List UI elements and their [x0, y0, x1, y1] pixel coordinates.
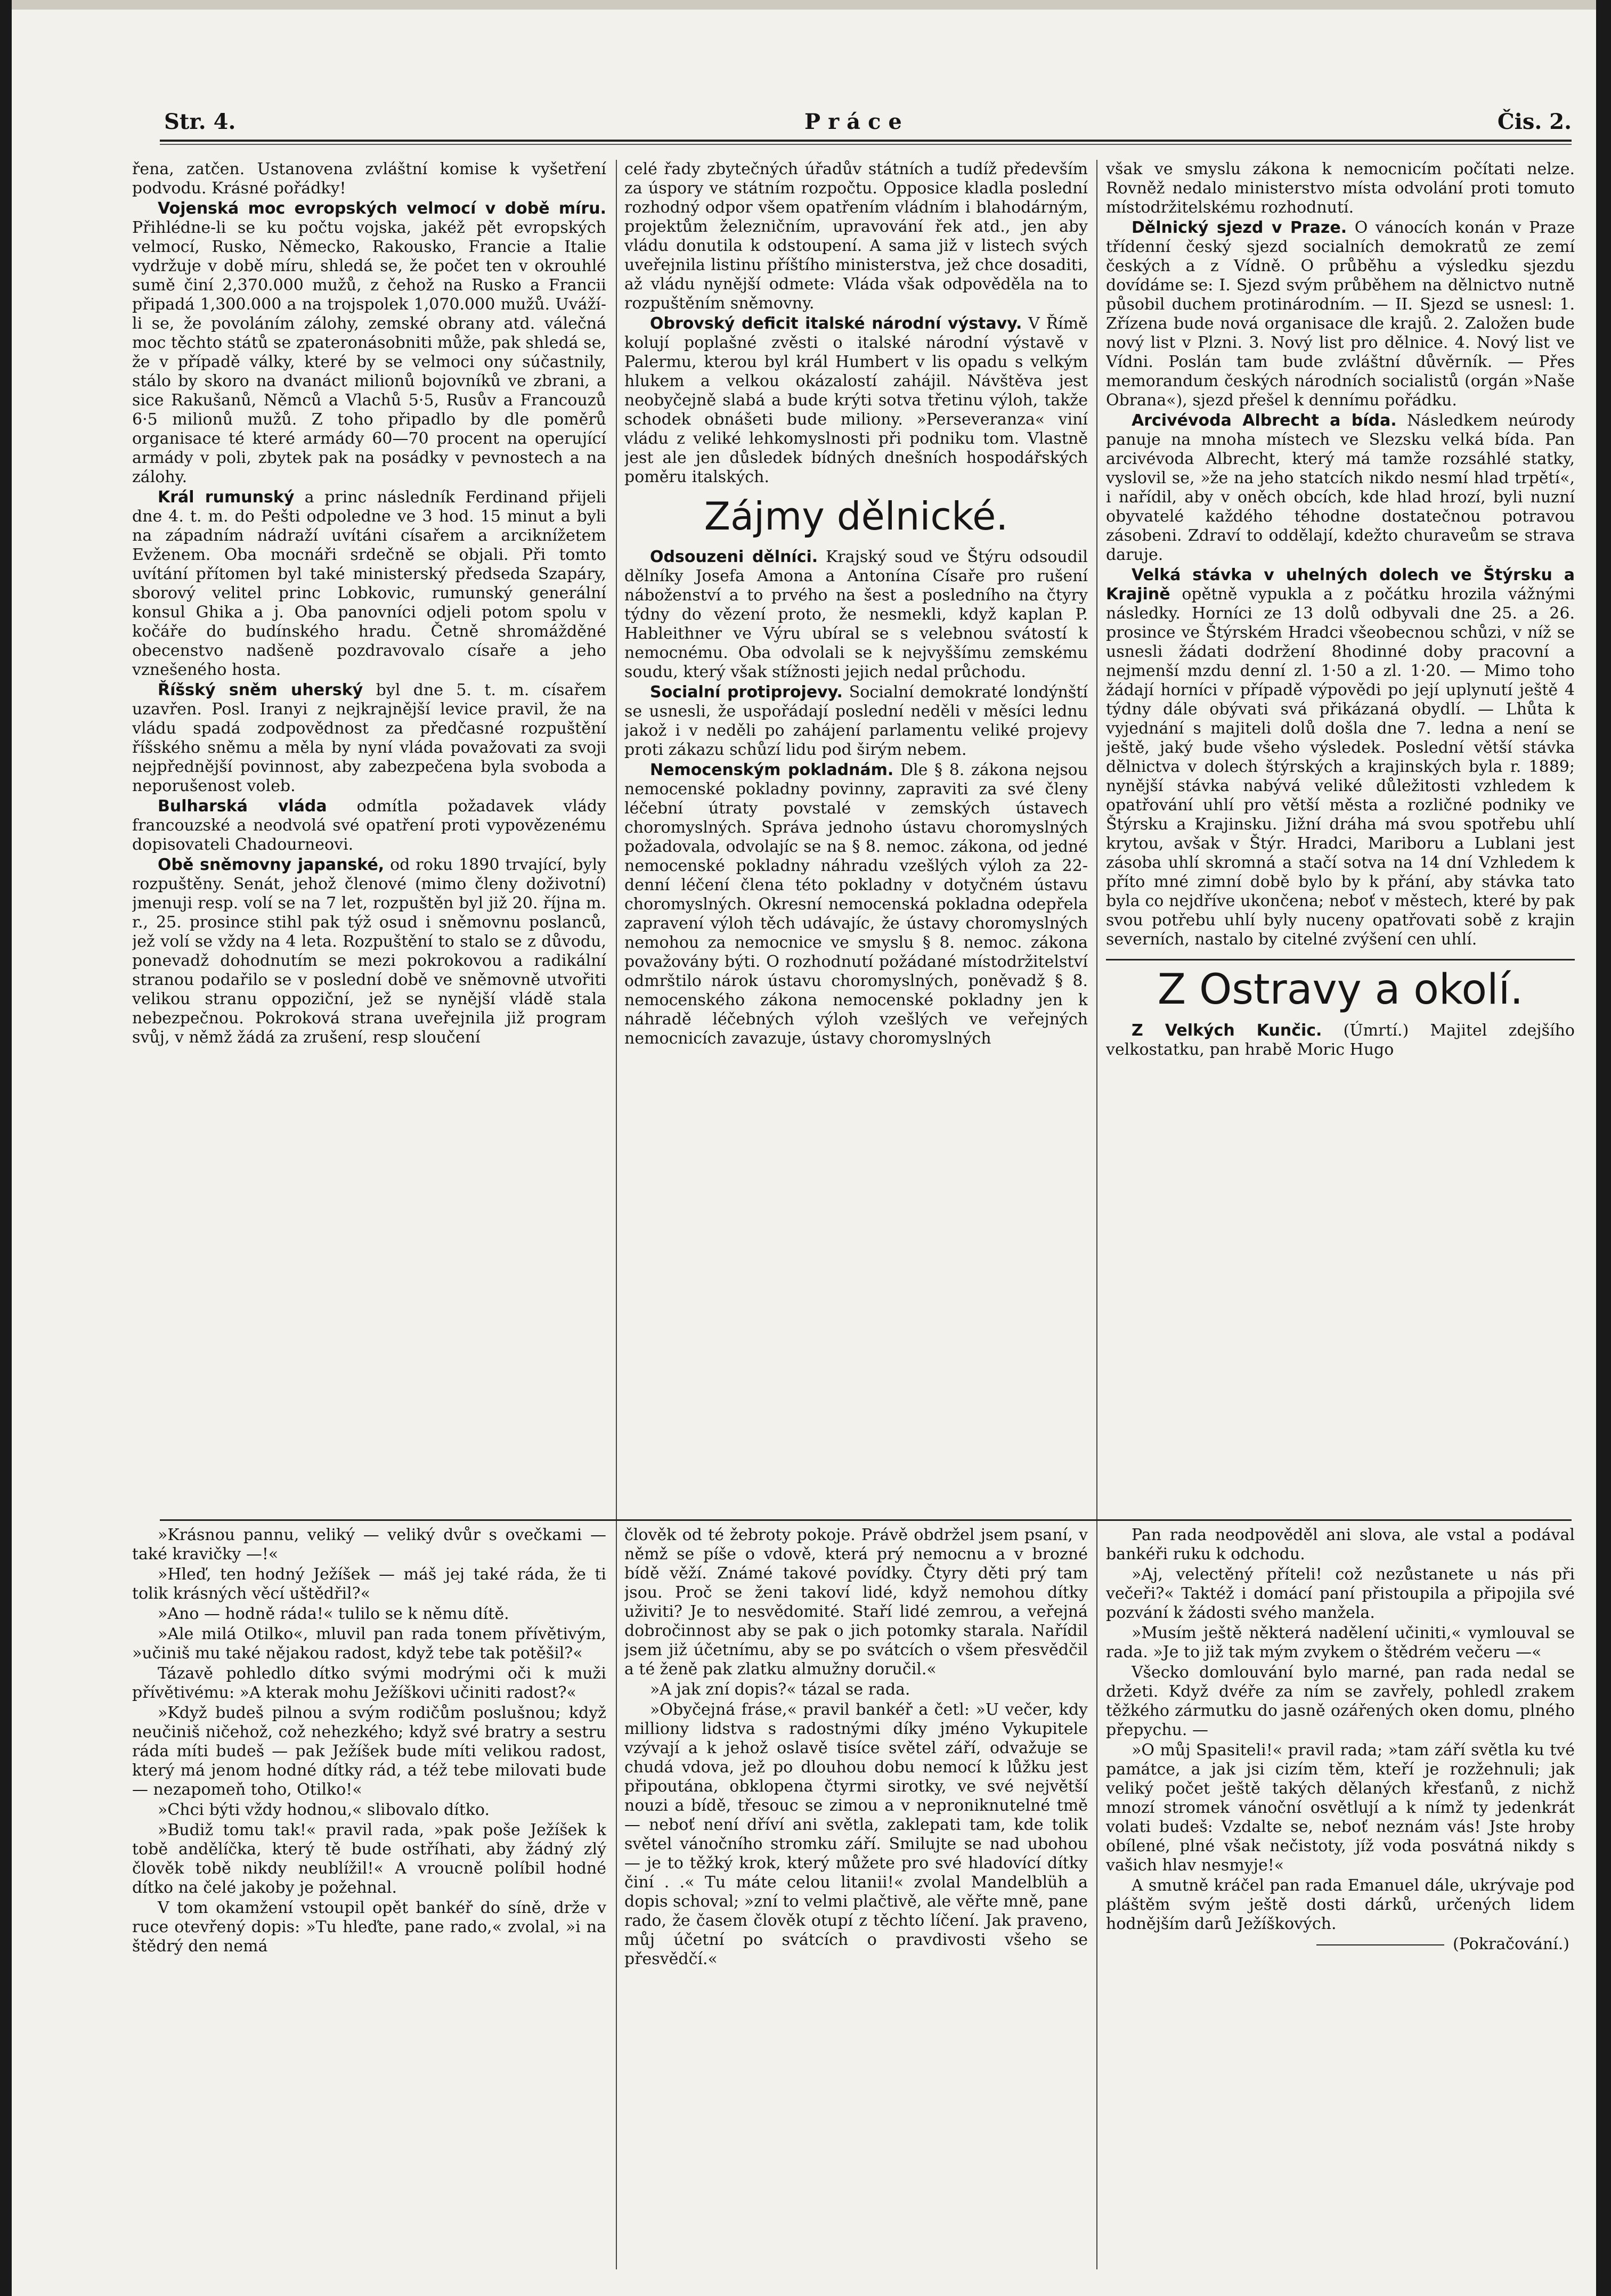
newspaper-title: Práce	[804, 109, 909, 134]
news-paragraph	[1106, 218, 1575, 410]
signature-rule	[1316, 1944, 1444, 1945]
news-headline: Dělnický sjezd v Praze.	[1132, 218, 1347, 237]
section-heading-labor: Zájmy dělnické.	[704, 494, 1008, 539]
news-text: odmítla požadavek vlády francouzské a neodvolá své opatření proti vypovězenému dopisovateli Chadourneovi.	[132, 797, 606, 854]
news-paragraph	[132, 797, 606, 854]
news-paragraph	[132, 856, 606, 1047]
news-text: byl dne 5. t. m. císařem uzavřen. Posl. Iranyi z nejkrajnější levice pravil, že na vládu spadá zodpovědnost za předčasné rozpuštění říšského sněmu a měla by nyní vláda považovati za svoji nejpřednější povinnost, aby zabezpečena byla svoboda a neporušenost voleb.	[132, 681, 606, 795]
story-continuation	[1106, 1935, 1575, 1954]
header-rule-thin	[160, 144, 1572, 145]
scan-top-edge	[0, 0, 1611, 10]
news-headline: Říšský sněm uherský	[158, 681, 363, 699]
story-paragraph: »Aj, velectěný příteli! což nezůstanete u nás při večeři?« Taktéž i domácí paní přistoupila a připojila své pozvání k žádosti svého manžela.	[1106, 1565, 1575, 1622]
labor-articles	[624, 548, 1088, 1048]
story-paragraph: Všecko domlouvání bylo marné, pan rada nedal se držeti. Když dvéře za ním se zavřely, pohledl zrakem těžkého zármutku do jasně ozářených oken domu, plného přepychu. —	[1106, 1663, 1575, 1739]
news-text: od roku 1890 trvající, byly rozpuštěny. Senát, jehož členové (mimo členy doživotní) jmenuji resp. volí se na 7 let, rozpuštěn byl již 20. října m. r., 25. prosince stihl pak týž osud i sněmovnu poslanců, jež volí se vždy na 4 leta. Rozpuštění to stalo se z důvodu, ponevadž dohodnutím se mezi pokrokovou a radikální stranou podařilo se v poslední době ve sněmovně utvořiti velikou stranu oppoziční, jež se nynější vládě stala nebezpečnou. Pokroková strana uveřejnila již program svůj, v němž žádá za zrušení, resp sloučení	[132, 856, 606, 1047]
column-separator	[1096, 160, 1097, 2269]
page-header	[160, 104, 1572, 141]
news-text: Přihlédne-li se ku počtu vojska, jakéž pět evropských velmocí, Rusko, Německo, Rakousko, Francie a Italie vydržuje v době míru, shledá se, že počet ten v okrouhlé sumě činí 2,370.000 mužů, z čehož na Rusko a Francii připadá 1,300.000 a na trojspolek 1,070.000 mužů. Uváží-li se, že povoláním zálohy, zemské obrany atd. válečná moc těchto států se zpateronásobniti může, pak shledá se, že v případě války, které by se velmoci ony súčastnily, stálo by skoro na dvanáct milionů bojovníků ve zbrani, a sice Rakušanů, Němců a Vlachů 5·5, Rusův a Francouzů 6·5 milionů mužů. Z toho připadlo by dle poměrů organisace té které armády 60—70 procent na operující armády v poli, zbytek pak na posádky v pevnostech a na zálohy.	[132, 218, 606, 486]
news-headline: Král rumunský	[158, 488, 295, 507]
story-paragraph: člověk od té žebroty pokoje. Právě obdržel jsem psaní, v němž se píše o vdově, která prý nemocnu a v brozné bídě věží. Známé takové povídky. Čtyry děti prý tam jsou. Proč se ženi takoví lidé, když nemohou dítky uživiti? Je to nesvědomité. Staří lidé zemrou, a veřejná dobročinnost aby se pak o jich potomky starala. Nařídil jsem již účetnímu, aby se po svátcích o všem přesvědčil a té ženě pak zlatku almužny doručil.«	[624, 1526, 1088, 1679]
story-paragraph: »Obyčejná fráse,« pravil bankéř a četl: »U večer, kdy milliony lidstva s radostnými díky jméno Vykupitele vzývají a k jehož oslavě tisíce světel září, odvažuje se chudá vdova, jež po dlouhou dobu nemocí k lůžku jest připoutána, obklopena čtyrmi sirotky, ve své největší nouzi a bídě, třesouc se zimou a v neproniknutelné tmě — neboť není dříví ani světla, zaklepati tam, kde tolik světel vánočního stromku září. Smilujte se nad ubohou — je to těžký krok, který můžete pro své hladovící dítky činí . .« Tu máte celou litanii!« zvolal Mandelblüh a dopis schoval; »zní to velmi plačtivě, ale věřte mně, pane rado, že časem člověk otupí z těchto líčení. Jak praveno, můj účetní po svátcích o pravdivosti všeho se přesvědčí.«	[624, 1700, 1088, 1968]
news-paragraph	[1106, 566, 1575, 949]
news-paragraph	[1106, 411, 1575, 565]
story-column-1	[132, 1526, 606, 2282]
column-2-articles	[624, 160, 1088, 487]
news-paragraph	[132, 488, 606, 680]
story-paragraph: Tázavě pohledlo dítko svými modrými oči k muži přívětivému: »A kterak mohu Ježíškovi učiniti radost?«	[132, 1664, 606, 1702]
column-1-news	[132, 160, 606, 1513]
news-paragraph	[624, 761, 1088, 1048]
header-rule	[160, 140, 1572, 142]
scan-right-edge	[1596, 0, 1611, 2296]
news-headline: Z Velkých Kunčic.	[1132, 1021, 1322, 1040]
news-text: řena, zatčen. Ustanovena zvláštní komise k vyšetření podvodu. Krásné pořádky!	[132, 160, 606, 198]
news-text: opětně vypukla a z počátku hrozila vážnými následky. Horníci ze 13 dolů odbyvali dne 25. a 26. prosince ve Štýrském Hradci všeobecnou schůzi, v níž se usnesli žádati dodržení 8hodinné doby pracovní a nejmenší mzdu denní zl. 1·50 a zl. 1·20. — Mimo toho žádají horníci v případě výpovědi po její uplynutí ještě 4 týdny dále obývati svá přikázaná obydlí. — Lhůta k vyjednání s majiteli dolů došla dne 7. ledna a není se ještě, jaký bude všeho výsledek. Poslední větší stávka dělnictva v dolech štýrských a krajinských byla r. 1889; nynější stávka nabývá veliké důležitosti vzhledem k opatřování uhlí pro větší města a rozličné podniky ve Štýrsku a Krajinsku. Jižní dráha má svou spotřebu uhlí krytou, avšak v Štýr. Hradci, Mariboru a Lublani jest zásoba uhlí skromná a stačí sotva na 14 dní Vzhledem k příto mné zimní době bylo by k přání, aby stávka tato byla co nejdříve ukončena; neboť v městech, které by pak svou potřebu uhlí byly nuceny opatřovati sobě z krajin severních, nastalo by citelné zvýšení cen uhlí.	[1106, 585, 1575, 949]
ostrava-articles	[1106, 1021, 1575, 1060]
story-paragraph: »Chci býti vždy hodnou,« slibovalo dítko.	[158, 1801, 490, 1819]
story-paragraph: »Krásnou pannu, veliký — veliký dvůr s ovečkami — také kravičky —!«	[132, 1526, 606, 1564]
news-text: však ve smyslu zákona k nemocnicím počítati nelze. Rovněž nedalo ministerstvo místa odvolání proti tomuto místodržitelskému rozhodnutí.	[1106, 160, 1575, 217]
news-headline: Socialní protiprojevy.	[650, 683, 843, 702]
news-paragraph	[624, 314, 1088, 487]
story-paragraph: »O můj Spasiteli!« pravil rada; »tam září světla ku tvé památce, a jak jsi cizím těm, kteří je rozžehnuli; jak veliký počet ještě takých dělaných křesťanů, z nichž mnozí stromek vánoční osvětlují a k nímž ty jedenkrát volati budeš: Vzdalte se, neboť neznám vás! Jste hroby obílené, plné však nečistoty, jíž voda posvátná nikdy s vašich hlav nesmyje!«	[1106, 1741, 1575, 1875]
news-headline: Vojenská moc evropských velmocí v době míru.	[158, 199, 606, 218]
story-paragraph: A smutně kráčel pan rada Emanuel dále, ukrývaje pod pláštěm svým ještě dosti dárků, určených lidem hodnějším darů Ježíškových.	[1106, 1876, 1575, 1933]
story-paragraph: »Hleď, ten hodný Ježíšek — máš jej také ráda, že ti tolik krásných věcí uštědřil?«	[132, 1565, 606, 1603]
news-paragraph	[624, 548, 1088, 682]
story-paragraph: »Když budeš pilnou a svým rodičům poslušnou; když neučiniš ničehož, což nehezkého; když své bratry a sestru ráda míti budeš — pak Ježíšek bude míti velikou radost, který má jenom hodné dítky rád, a též tebe milovati bude — nezapomeň toho, Otilko!«	[132, 1704, 606, 1799]
story-paragraph: »Budiž tomu tak!« pravil rada, »pak poše Ježíšek k tobě andělíčka, který tě bude ostříhati, aby žádný zlý člověk tobě nikdy neublížil!« A vroucně políbil hodné dítko na čelé jakoby je požehnal.	[132, 1821, 606, 1897]
story-column-3	[1106, 1526, 1575, 2282]
news-headline: Bulharská vláda	[158, 797, 327, 816]
story-paragraph: »Musím ještě některá nadělení učiniti,« vymlouval se rada. »Je to již tak mým zvykem o štědrém večeru —«	[1106, 1624, 1575, 1662]
story-paragraph: »Ale milá Otilko«, mluvil pan rada tonem přívětivým, »učiniš mu také nějakou radost, když tebe tak potěšil?«	[132, 1625, 606, 1663]
section-rule	[1106, 959, 1575, 960]
news-paragraph	[1106, 1021, 1575, 1060]
page-number: Str. 4.	[164, 109, 236, 134]
column-3-articles	[1106, 160, 1575, 949]
story-paragraph: »Ano — hodně ráda!« tulilo se k němu dítě.	[158, 1605, 509, 1623]
column-2-news	[624, 160, 1088, 1513]
news-text: (Úmrtí.) Majitel zdejšího velkostatku, pan hrabě Moric Hugo	[1106, 1021, 1575, 1059]
section-heading-ostrava: Z Ostravy a okolí.	[1157, 966, 1524, 1014]
news-headline: Velká stávka v uhelných dolech ve Štýrsku a Krajině	[1106, 566, 1575, 604]
news-paragraph	[132, 199, 606, 487]
news-paragraph	[132, 160, 606, 198]
news-paragraph	[624, 683, 1088, 760]
feuilleton-rule	[160, 1519, 1572, 1521]
news-text: Následkem neúrody panuje na mnoha místech ve Slezsku velká bída. Pan arcivévoda Albrecht, který má tamže rozsáhlé statky, vyslovil se, »že na jeho statcích nikdo nesmí hlad trpětí«, i nařídil, aby v oněch obcích, kde hlad hrozí, byli nuzní obyvatelé každého téhodne dostatečnou potravou zásobeni. Zdraví to oddělají, kdežto churaveům se strava daruje.	[1106, 411, 1575, 564]
news-text: Socialní demokraté londýnští se usnesli, že uspořádají poslední neděli v měsíci lednu jakož i v neděli po zahájení parlamentu veliké projevy proti zákazu schůzí lidu pod širým nebem.	[624, 683, 1088, 759]
story-column-2	[624, 1526, 1088, 2282]
story-paragraph: Pan rada neodpověděl ani slova, ale vstal a podával bankéři ruku k odchodu.	[1106, 1526, 1575, 1564]
story-column-3-text	[1106, 1526, 1575, 1934]
news-headline: Nemocenským pokladnám.	[650, 761, 894, 779]
news-headline: Odsouzeni dělníci.	[650, 548, 818, 566]
continuation-label: (Pokračování.)	[1453, 1935, 1569, 1953]
news-text: Krajský soud ve Štýru odsoudil dělníky Josefa Amona a Antonína Císaře pro rušení náboženství a to prvého na šest a posledního na čtyry týdny do vězení proto, že nesmekli, když kaplan P. Hableithner ve Výru ubíral se s velebnou svátostí k nemocnému. Oba odvolali se k nejvyššímu zemskému soudu, který však stížnosti jejich nedal průchodu.	[624, 548, 1088, 681]
news-text: celé řady zbytečných úřadův státních a tudíž především za úspory ve státním rozpočtu. Opposice kladla poslední rozhodný odpor všem opatřením vládním i blahodárným, projektům železničním, upravování řek atd., jen aby vládu donutila k odstoupení. A sama již v listech svých uveřejnila listinu příštího ministerstva, jež chce dosaditi, až vládu nynější odmete: Vláda však odpověděla na to rozpuštěním sněmovny.	[624, 160, 1088, 313]
news-paragraph	[624, 160, 1088, 313]
news-headline: Obě sněmovny japanské,	[158, 856, 385, 874]
news-paragraph	[132, 681, 606, 796]
story-paragraph: »A jak zní dopis?« tázal se rada.	[650, 1680, 910, 1699]
news-text: Dle § 8. zákona nejsou nemocenské pokladny povinny, zapraviti za své členy léčební útraty povstalé v zemských ústavech choromyslných. Správa jednoho ústavu choromyslných požadovala, odvolajíc se na § 8. nemoc. zákona, od jedné nemocenské pokladny náhradu vzešlých výloh za 22-denní léčení člena této pokladny v dotyčném ústavu choromyslných. Okresní nemocenská pokladna odepřela zapravení výloh těch udávajíc, že ústavy choromyslných nemohou za nemocnice ve smyslu § 8. nemoc. zákona považovány býti. O rozhodnutí požádané místodržitelství odmrštilo nárok ústavu choromyslných, poněvadž § 8. nemocenského zákona nemocenské pokladny jen k náhradě léčebných výloh vzešlých ve veřejných nemocnicích zavazuje, ústavy choromyslných	[624, 761, 1088, 1048]
news-paragraph	[1106, 160, 1575, 217]
scan-left-edge	[0, 0, 12, 2296]
news-text: V Římě kolují poplašné zvěsti o italské národní výstavě v Palermu, kterou byl král Humbert v lis opadu s velkým hlukem a velkou okázalostí zahájil. Návštěva jest neobyčejně slabá a bude krýti sotva třetinu výloh, takže schodek obnášeti bude miliony. »Perseveranza« viní vládu z veliké lehkomyslnosti při podniku tom. Vlastně jest ale jen důsledek bídných dnešních hospodářských poměru italských.	[624, 314, 1088, 486]
issue-number: Čis. 2.	[1497, 109, 1572, 134]
news-headline: Obrovský deficit italské národní výstavy.	[650, 314, 1022, 333]
news-text: O vánocích konán v Praze třídenní český sjezd socialních demokratů ze zemí českých a z Vídně. O průběhu a výsledku sjezdu dovídáme se: I. Sjezd svým průběhem na dělnictvo nutně působil duchem protinárodním. — II. Sjezd se usnesl: 1. Zřízena bude nová organisace dle krajů. 2. Založen bude nový list v Plzni. 3. Nový list pro dělnice. 4. Nový list ve Vídni. Poslán tam bude zvláštní důvěrník. — Přes memorandum českých národních socialistů (orgán »Naše Obrana«), sjezd přešel k dennímu pořádku.	[1106, 218, 1575, 410]
news-text: a princ následník Ferdinand přijeli dne 4. t. m. do Pešti odpoledne ve 3 hod. 15 minut a byli na západním nádraží uvítáni císařem a arciknížetem Evženem. Oba mocnáři srdečně se objali. Při tomto uvítání přítomen byl také ministerský předseda Szapáry, sborový velitel princ Lobkovic, rumunský generální konsul Ghika a j. Oba panovníci odjeli potom spolu v kočáře do budínského hradu. Četně shromážděné obecenstvo nadšeně pozdravovalo císaře a jeho vznešeného hosta.	[132, 488, 606, 679]
news-headline: Arcivévoda Albrecht a bída.	[1132, 411, 1397, 430]
column-3-news	[1106, 160, 1575, 1513]
story-paragraph: V tom okamžení vstoupil opět bankéř do síně, drže v ruce otevřený dopis: »Tu hleďte, pane rado,« zvolal, »i na štědrý den nemá	[132, 1899, 606, 1956]
column-separator	[616, 160, 617, 2269]
